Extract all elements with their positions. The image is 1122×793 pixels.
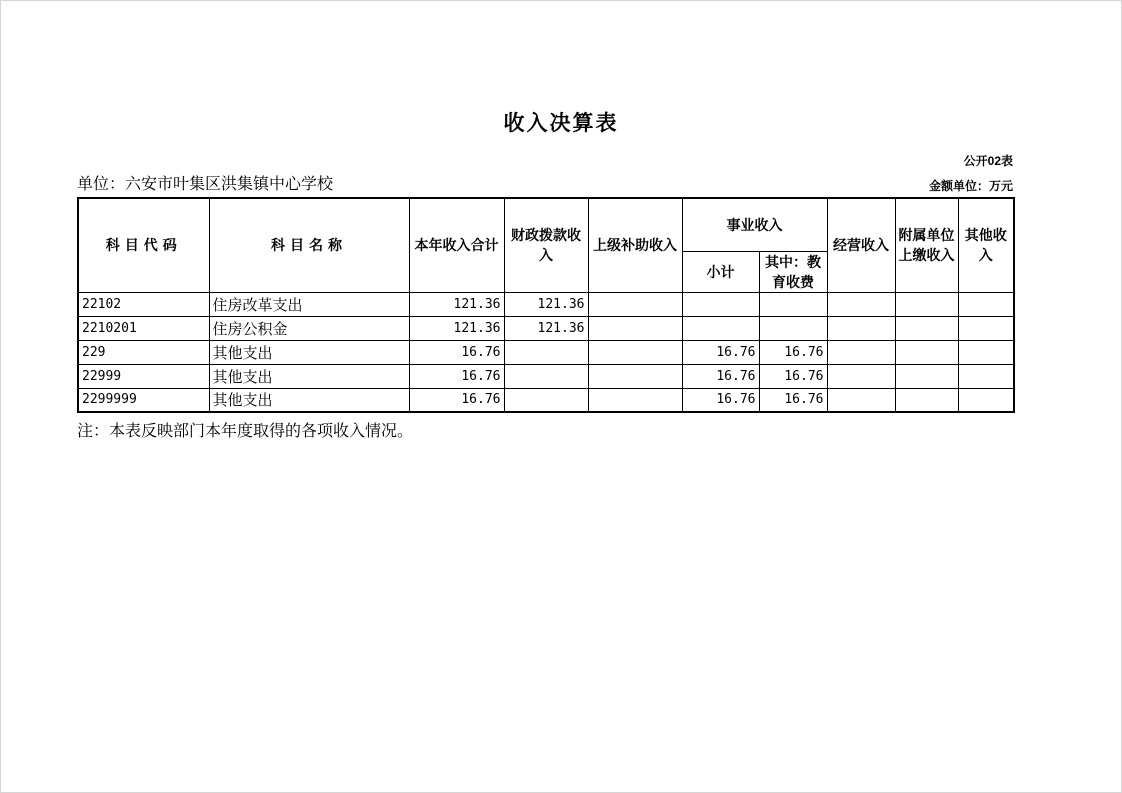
cell-code: 2210201 xyxy=(78,316,209,340)
col-header-fiscal: 财政拨款收入 xyxy=(504,198,588,292)
cell-other xyxy=(958,292,1014,316)
cell-affiliated xyxy=(895,316,958,340)
table-row xyxy=(78,316,1014,340)
cell-subtotal xyxy=(682,316,759,340)
cell-other xyxy=(958,388,1014,412)
table-row xyxy=(78,388,1014,412)
cell-name: 住房改革支出 xyxy=(209,292,409,316)
cell-edu: 16.76 xyxy=(759,364,827,388)
cell-code: 2299999 xyxy=(78,388,209,412)
cell-name: 其他支出 xyxy=(209,364,409,388)
col-header-business-subtotal: 小计 xyxy=(682,251,759,292)
table-note: 注：本表反映部门本年度取得的各项收入情况。 xyxy=(77,423,414,440)
cell-fiscal: 121.36 xyxy=(504,292,588,316)
cell-fiscal xyxy=(504,364,588,388)
cell-superior xyxy=(588,340,682,364)
cell-affiliated xyxy=(895,388,958,412)
form-code-label: 公开02表 xyxy=(963,154,1013,168)
cell-operating xyxy=(827,340,895,364)
cell-edu xyxy=(759,316,827,340)
cell-total: 16.76 xyxy=(409,388,504,412)
cell-operating xyxy=(827,316,895,340)
cell-subtotal xyxy=(682,292,759,316)
cell-fiscal: 121.36 xyxy=(504,316,588,340)
cell-total: 121.36 xyxy=(409,316,504,340)
col-header-affiliated: 附属单位上缴收入 xyxy=(895,198,958,292)
cell-name: 其他支出 xyxy=(209,340,409,364)
cell-operating xyxy=(827,388,895,412)
cell-fiscal xyxy=(504,388,588,412)
col-header-business: 事业收入 xyxy=(682,198,827,251)
cell-total: 121.36 xyxy=(409,292,504,316)
cell-subtotal: 16.76 xyxy=(682,388,759,412)
document-content xyxy=(77,152,1013,441)
col-header-name: 科目名称 xyxy=(209,198,409,292)
col-header-total: 本年收入合计 xyxy=(409,198,504,292)
cell-fiscal xyxy=(504,340,588,364)
cell-other xyxy=(958,316,1014,340)
cell-affiliated xyxy=(895,364,958,388)
col-header-business-edu: 其中：教育收费 xyxy=(759,251,827,292)
col-header-superior: 上级补助收入 xyxy=(588,198,682,292)
cell-affiliated xyxy=(895,292,958,316)
table-row xyxy=(78,364,1014,388)
cell-operating xyxy=(827,292,895,316)
cell-total: 16.76 xyxy=(409,364,504,388)
cell-code: 22102 xyxy=(78,292,209,316)
cell-total: 16.76 xyxy=(409,340,504,364)
cell-superior xyxy=(588,316,682,340)
cell-code: 229 xyxy=(78,340,209,364)
amount-unit-label: 金额单位：万元 xyxy=(928,179,1013,193)
cell-edu: 16.76 xyxy=(759,388,827,412)
cell-other xyxy=(958,364,1014,388)
cell-subtotal: 16.76 xyxy=(682,340,759,364)
table-row xyxy=(78,340,1014,364)
meta-row xyxy=(77,171,1013,194)
table-row xyxy=(78,292,1014,316)
cell-name: 其他支出 xyxy=(209,388,409,412)
cell-edu: 16.76 xyxy=(759,340,827,364)
cell-edu xyxy=(759,292,827,316)
cell-affiliated xyxy=(895,340,958,364)
cell-superior xyxy=(588,292,682,316)
unit-name-label: 单位：六安市叶集区洪集镇中心学校 xyxy=(77,176,334,193)
page-title: 收入决算表 xyxy=(503,112,619,135)
header-row-top xyxy=(78,198,1014,251)
col-header-other: 其他收入 xyxy=(958,198,1014,292)
cell-other xyxy=(958,340,1014,364)
cell-operating xyxy=(827,364,895,388)
col-header-operating: 经营收入 xyxy=(827,198,895,292)
cell-superior xyxy=(588,388,682,412)
col-header-code: 科目代码 xyxy=(78,198,209,292)
income-table xyxy=(77,197,1015,413)
cell-code: 22999 xyxy=(78,364,209,388)
cell-name: 住房公积金 xyxy=(209,316,409,340)
cell-superior xyxy=(588,364,682,388)
cell-subtotal: 16.76 xyxy=(682,364,759,388)
